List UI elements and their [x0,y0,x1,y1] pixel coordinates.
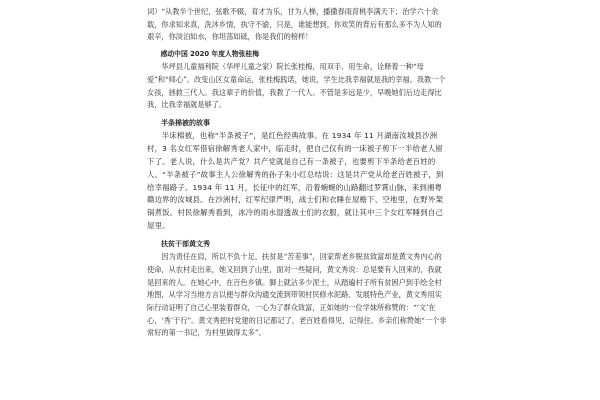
section-paragraph-zhang-guimei: 华坪县儿童福利院（华坪儿童之家）院长张桂梅，用双手、用生命，诠释着一种“母爱”和“师心”。改变山区女童命运，张桂梅践诺，她说，学生比我幸福就是我的幸福。我教一个女孩，拯救三代人。我这辈子的价值，我教了一代人。不管是多远是少，早晚她们后边走得比我，比我幸福就是够了。 [147,62,446,110]
document-page [147,0,447,400]
section-paragraph-half-quilt: 半床棉被，也称“半条被子”，是红色经典故事。在 1934 年 11 月湖南汝城县沙洲村，3 名女红军借宿徐解秀老人家中，临走时，把自己仅有的一床被子剪下一半给老人留下了。老人说，什么是共产党？共产党就是自己有一条被子，也要剪下半条给老百姓的人。“半条被子”故事主人公徐解秀的孙子朱小红总结说：这是共产党从给老百姓被子，到给幸福路子。1934 年 11 月，长征中的红军，沿着蜿蜒的山路翻过罗霄山脉，来到湘粤赣边界的汝城县。在沙洲村，红军纪律严明，战士们和衣睡在屋檐下、空地里，在野外架锅煮饭。村民徐解秀看到，冰冷的雨水湿透战士们的衣服，就让其中三个女红军睡到自己屋里。 [147,130,444,231]
intro-paragraph: 词）“从教半个世纪，弦歌不辍，育才为乐，甘为人梯，播撒春雨育桃李满天下；治学六十余载，你求知求真，洗沐乡情，执守不渝，只是，谁能想到，你欢笑的背后有那么多不为人知的艰辛，你淡泊如水，你坦荡如砥，你是我们的榜样！ [147,7,442,42]
section-heading-huang-wenxiu: 扶贫干部黄文秀 [161,240,210,249]
section-paragraph-huang-wenxiu: 因为责任在肩，所以不负十足，扶贫是“苦差事”，回家帮老乡脱贫致富却是黄文秀内心的使命，从农村走出来，她又回到了山里，面对一些疑问，黄文秀说：总是要有人回来的，我就是回来的人。在她心中，在百色乡镇。脚上就沾多少泥土，从踏遍村子所有贫困户到手绘全村地图，从学习当地方言以便与群众沟通交流到带领村民修水泥路、发展特色产业，黄文秀用实际行动证明了自己心里装着群众，一心为了群众致富，正如她的一位学妹所称赞的：“‘文’在心，‘秀’于行”。黄文秀把村党建的日记都记了，老百姓看得见，记得住。乡亲们称赞她“一个非常好的第一书记，为村里做得太多”。 [147,252,447,338]
section-heading-half-quilt: 半条棉被的故事 [161,118,210,127]
section-heading-zhang-guimei: 感动中国 2020 年度人物张桂梅 [160,50,260,59]
